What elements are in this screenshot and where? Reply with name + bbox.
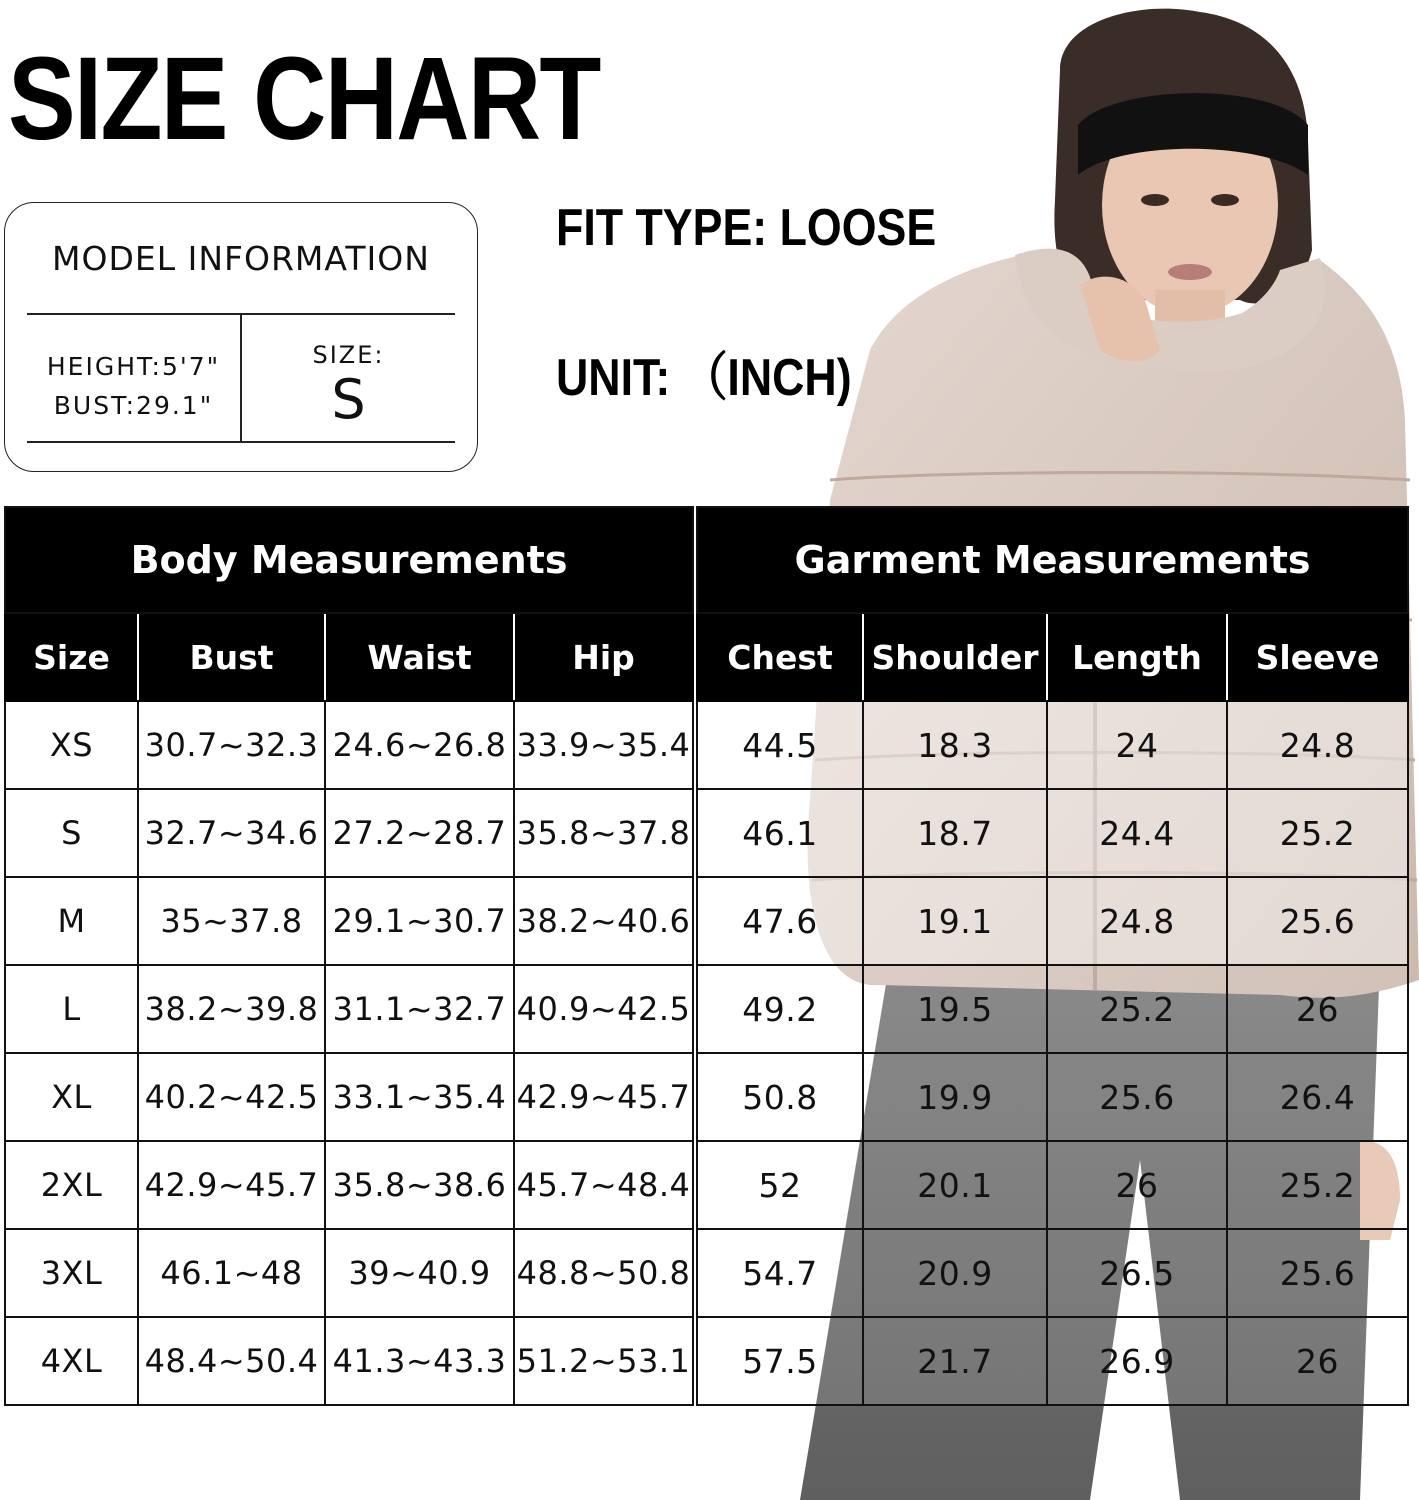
garment-cell: 46.1 — [697, 789, 863, 877]
garment-measurements-table — [696, 506, 1409, 1406]
table-row — [5, 701, 693, 789]
table-row — [5, 1053, 693, 1141]
unit-label: UNIT: （INCH) — [556, 349, 852, 407]
model-size-label: SIZE: — [312, 341, 385, 369]
garment-cell: 21.7 — [863, 1317, 1047, 1405]
model-information-box — [4, 202, 478, 472]
garment-cell: 19.5 — [863, 965, 1047, 1053]
body-measurements-table — [4, 506, 694, 1406]
garment-cell: 24 — [1047, 701, 1227, 789]
body-cell: 46.1~48 — [138, 1229, 325, 1317]
page-title: SIZE CHART — [8, 33, 600, 165]
garment-cell: 25.6 — [1227, 877, 1408, 965]
body-cell: 38.2~39.8 — [138, 965, 325, 1053]
garment-cell: 25.2 — [1227, 1141, 1408, 1229]
body-column-header: Bust — [138, 613, 325, 701]
body-cell: S — [5, 789, 138, 877]
table-row — [697, 789, 1408, 877]
garment-cell: 18.3 — [863, 701, 1047, 789]
garment-cell: 26 — [1227, 1317, 1408, 1405]
table-row — [5, 1229, 693, 1317]
garment-cell: 26 — [1047, 1141, 1227, 1229]
table-row — [697, 1141, 1408, 1229]
body-cell: M — [5, 877, 138, 965]
garment-cell: 24.8 — [1227, 701, 1408, 789]
body-cell: 40.2~42.5 — [138, 1053, 325, 1141]
garment-cell: 25.6 — [1227, 1229, 1408, 1317]
garment-cell: 18.7 — [863, 789, 1047, 877]
garment-cell: 44.5 — [697, 701, 863, 789]
body-column-header: Waist — [325, 613, 514, 701]
table-row — [697, 965, 1408, 1053]
table-row — [697, 701, 1408, 789]
divider — [27, 441, 455, 443]
body-cell: 24.6~26.8 — [325, 701, 514, 789]
body-cell: 33.1~35.4 — [325, 1053, 514, 1141]
body-cell: 51.2~53.1 — [514, 1317, 693, 1405]
body-cell: 40.9~42.5 — [514, 965, 693, 1053]
body-column-header: Hip — [514, 613, 693, 701]
table-row — [5, 789, 693, 877]
body-cell: 42.9~45.7 — [514, 1053, 693, 1141]
body-cell: 35.8~38.6 — [325, 1141, 514, 1229]
table-row — [697, 877, 1408, 965]
body-cell: 42.9~45.7 — [138, 1141, 325, 1229]
garment-cell: 24.8 — [1047, 877, 1227, 965]
garment-column-header: Shoulder — [863, 613, 1047, 701]
model-information-heading: MODEL INFORMATION — [52, 239, 430, 278]
garment-cell: 26 — [1227, 965, 1408, 1053]
model-bust: BUST:29.1" — [53, 391, 214, 420]
body-cell: 39~40.9 — [325, 1229, 514, 1317]
garment-cell: 54.7 — [697, 1229, 863, 1317]
garment-column-header: Sleeve — [1227, 613, 1408, 701]
body-cell: 48.8~50.8 — [514, 1229, 693, 1317]
body-cell: 38.2~40.6 — [514, 877, 693, 965]
garment-cell: 20.9 — [863, 1229, 1047, 1317]
table-row — [5, 877, 693, 965]
garment-column-header: Chest — [697, 613, 863, 701]
body-cell: XS — [5, 701, 138, 789]
garment-cell: 26.4 — [1227, 1053, 1408, 1141]
table-row — [5, 965, 693, 1053]
model-height: HEIGHT:5'7" — [46, 352, 221, 381]
body-cell: L — [5, 965, 138, 1053]
garment-cell: 24.4 — [1047, 789, 1227, 877]
garment-cell: 25.2 — [1227, 789, 1408, 877]
garment-cell: 25.6 — [1047, 1053, 1227, 1141]
garment-cell: 26.5 — [1047, 1229, 1227, 1317]
body-measurements-heading: Body Measurements — [5, 507, 693, 613]
table-row — [5, 1317, 693, 1405]
garment-cell: 19.1 — [863, 877, 1047, 965]
table-row — [697, 1229, 1408, 1317]
body-cell: 27.2~28.7 — [325, 789, 514, 877]
table-row — [697, 1053, 1408, 1141]
garment-column-header: Length — [1047, 613, 1227, 701]
model-size-value: S — [331, 368, 366, 431]
body-cell: 33.9~35.4 — [514, 701, 693, 789]
body-cell: XL — [5, 1053, 138, 1141]
body-cell: 48.4~50.4 — [138, 1317, 325, 1405]
body-cell: 31.1~32.7 — [325, 965, 514, 1053]
garment-cell: 50.8 — [697, 1053, 863, 1141]
garment-measurements-heading: Garment Measurements — [697, 507, 1408, 613]
body-cell: 35.8~37.8 — [514, 789, 693, 877]
body-cell: 32.7~34.6 — [138, 789, 325, 877]
garment-cell: 26.9 — [1047, 1317, 1227, 1405]
fit-type: FIT TYPE: LOOSE — [556, 199, 937, 257]
table-row — [5, 1141, 693, 1229]
table-row — [697, 1317, 1408, 1405]
garment-cell: 25.2 — [1047, 965, 1227, 1053]
garment-cell: 19.9 — [863, 1053, 1047, 1141]
body-cell: 45.7~48.4 — [514, 1141, 693, 1229]
body-cell: 41.3~43.3 — [325, 1317, 514, 1405]
garment-cell: 57.5 — [697, 1317, 863, 1405]
body-cell: 29.1~30.7 — [325, 877, 514, 965]
body-cell: 30.7~32.3 — [138, 701, 325, 789]
garment-cell: 52 — [697, 1141, 863, 1229]
body-column-header: Size — [5, 613, 138, 701]
model-stats — [27, 347, 240, 425]
body-cell: 4XL — [5, 1317, 138, 1405]
garment-cell: 20.1 — [863, 1141, 1047, 1229]
body-cell: 2XL — [5, 1141, 138, 1229]
body-cell: 35~37.8 — [138, 877, 325, 965]
garment-cell: 47.6 — [697, 877, 863, 965]
garment-cell: 49.2 — [697, 965, 863, 1053]
body-cell: 3XL — [5, 1229, 138, 1317]
